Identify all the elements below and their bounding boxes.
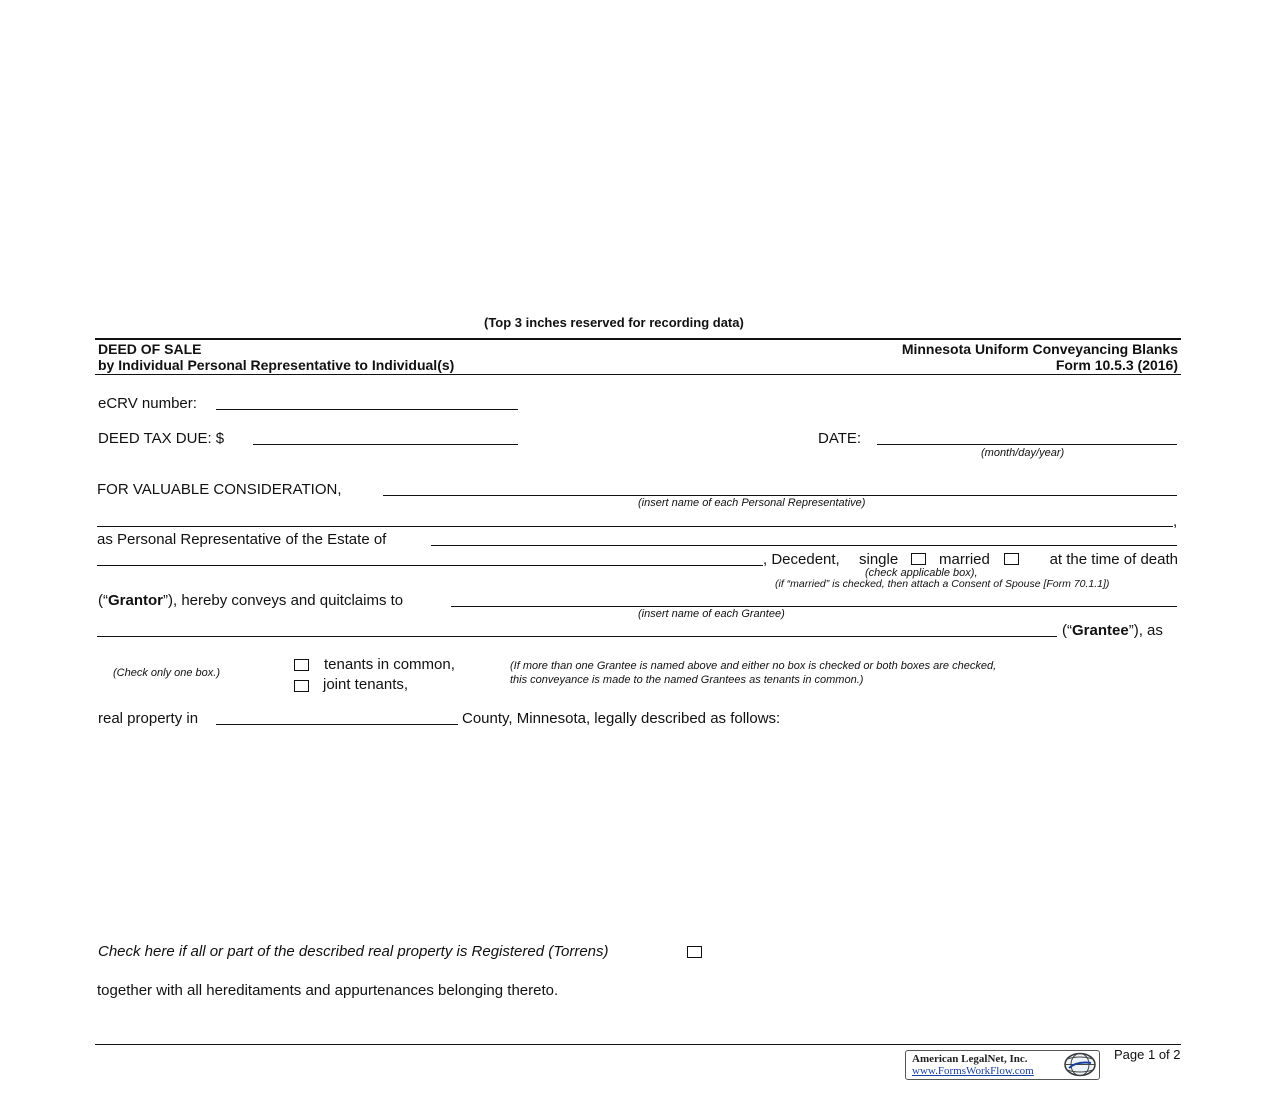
footer-rule — [95, 1044, 1181, 1045]
torrens-label: Check here if all or part of the described real property is Registered (Torrens) — [98, 943, 609, 960]
form-subtitle: by Individual Personal Representative to Individual(s) — [98, 357, 455, 373]
property-in-label: real property in — [98, 710, 199, 727]
ecrv-label: eCRV number: — [98, 395, 197, 412]
form-title: DEED OF SALE — [98, 341, 202, 357]
county-field[interactable] — [216, 724, 458, 725]
deed-tax-label: DEED TAX DUE: $ — [98, 430, 225, 447]
estate-of-label: as Personal Representative of the Estate of — [97, 531, 387, 548]
single-label: single — [859, 551, 899, 568]
tenants-common-label: tenants in common, — [324, 656, 455, 673]
personal-rep-field[interactable] — [383, 495, 1177, 496]
globe-icon — [1063, 1052, 1097, 1077]
county-text: County, Minnesota, legally described as follows: — [462, 710, 781, 727]
ecrv-field[interactable] — [216, 409, 518, 410]
decedent-label: , Decedent, — [763, 551, 840, 568]
top-rule — [95, 338, 1181, 340]
date-hint: (month/day/year) — [981, 447, 1065, 459]
grantee-note-2: this conveyance is made to the named Grantees as tenants in common.) — [510, 674, 864, 686]
date-label: DATE: — [818, 430, 862, 447]
trailing-comma: , — [1173, 513, 1178, 530]
grantee-note-1: (If more than one Grantee is named above and either no box is checked or both boxes are checked, — [510, 660, 997, 672]
pr-hint: (insert name of each Personal Representative) — [638, 497, 866, 509]
grantor-clause: (“Grantor”), hereby conveys and quitclaims to — [98, 592, 404, 609]
check-applicable-hint: (check applicable box), — [865, 567, 978, 579]
personal-rep-field-2[interactable] — [97, 526, 1173, 527]
logo-url[interactable]: www.FormsWorkFlow.com — [912, 1065, 1034, 1077]
joint-tenants-checkbox[interactable] — [294, 680, 309, 692]
estate-field[interactable] — [431, 545, 1177, 546]
single-checkbox[interactable] — [911, 553, 926, 565]
married-note: (if “married” is checked, then attach a Consent of Spouse [Form 70.1.1]) — [775, 578, 1110, 590]
joint-tenants-label: joint tenants, — [323, 676, 409, 693]
logo-company: American LegalNet, Inc. — [912, 1053, 1028, 1065]
header-rule — [95, 374, 1181, 375]
grantee-clause: (“Grantee”), as — [1062, 622, 1163, 639]
married-checkbox[interactable] — [1004, 553, 1019, 565]
reserved-note: (Top 3 inches reserved for recording data) — [484, 315, 744, 330]
hereditaments-text: together with all hereditaments and appurtenances belonging thereto. — [97, 982, 559, 999]
grantee-field[interactable] — [451, 606, 1177, 607]
form-number: Form 10.5.3 (2016) — [1055, 357, 1178, 373]
date-field[interactable] — [877, 444, 1177, 445]
consideration-label: FOR VALUABLE CONSIDERATION, — [97, 481, 342, 498]
time-of-death-label: at the time of death — [1049, 551, 1178, 568]
check-one-hint: (Check only one box.) — [113, 667, 220, 679]
deed-tax-field[interactable] — [253, 444, 518, 445]
blanks-name: Minnesota Uniform Conveyancing Blanks — [901, 341, 1178, 357]
married-label: married — [939, 551, 990, 568]
american-legalnet-logo[interactable] — [905, 1050, 1100, 1080]
tenants-common-checkbox[interactable] — [294, 659, 309, 671]
decedent-field[interactable] — [97, 565, 763, 566]
grantee-field-2[interactable] — [97, 636, 1057, 637]
grantee-hint: (insert name of each Grantee) — [638, 608, 785, 620]
page-number: Page 1 of 2 — [1114, 1047, 1181, 1062]
torrens-checkbox[interactable] — [687, 946, 702, 958]
